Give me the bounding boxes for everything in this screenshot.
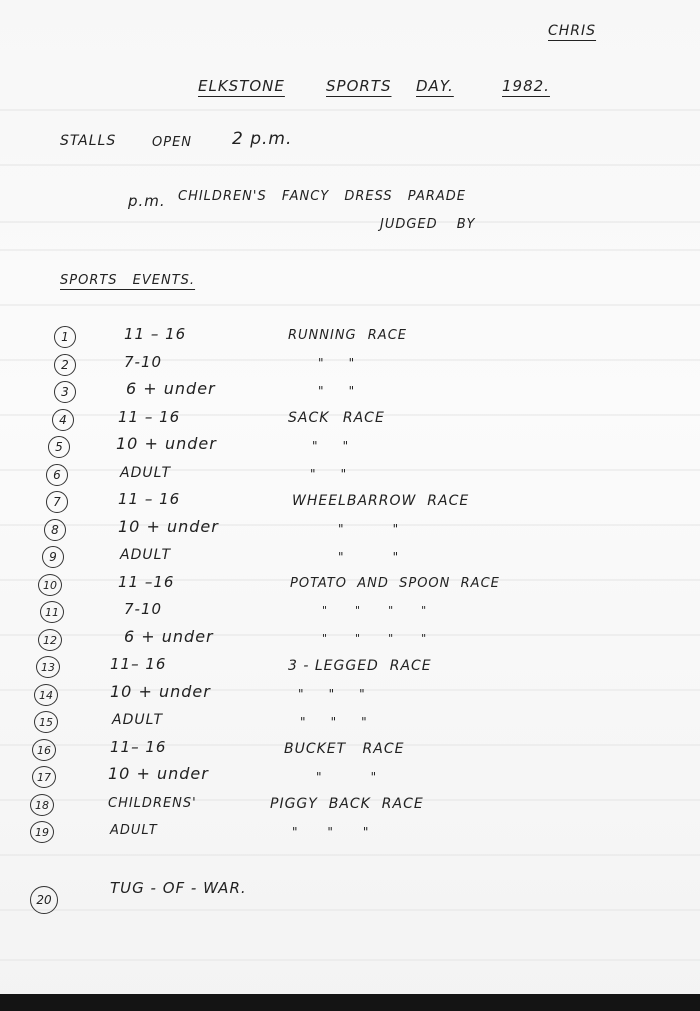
event-age-group: 10 + under (110, 682, 211, 701)
event-age-group: 11 – 16 (124, 325, 187, 343)
event-race-name: " " (312, 439, 350, 453)
event-race-name: " " " (298, 687, 366, 701)
scan-edge-shadow (0, 994, 700, 1011)
event-race-name: " " (338, 522, 400, 536)
event-number-badge: 13 (36, 656, 60, 678)
event-number-badge: 14 (34, 684, 58, 706)
event-number-badge-final: 20 (30, 886, 58, 914)
corner-name-label: CHRIS (548, 23, 597, 39)
event-number-badge: 17 (32, 766, 56, 788)
event-age-group: ADULT (120, 547, 172, 563)
event-race-name: " " (316, 770, 378, 784)
event-race-name: BUCKET RACE (284, 741, 405, 757)
stalls-label: STALLS (60, 133, 117, 149)
event-number-badge: 7 (46, 491, 68, 513)
sports-events-title: SPORTS EVENTS. (60, 273, 196, 288)
stalls-open-time: 2 p.m. (232, 129, 293, 149)
event-race-name: " " (338, 550, 400, 564)
event-age-group: 6 + under (126, 379, 216, 398)
event-race-name: SACK RACE (288, 410, 385, 426)
event-age-group: 11 – 16 (118, 408, 181, 426)
parade-time: p.m. (128, 192, 166, 210)
event-race-name: " " " " (322, 632, 428, 645)
event-race-name: PIGGY BACK RACE (270, 796, 424, 812)
event-race-name: " " " (300, 715, 368, 729)
event-age-group: 11– 16 (110, 738, 167, 756)
event-number-badge: 15 (34, 711, 58, 733)
event-race-name: " " (318, 384, 356, 398)
event-race-name: WHEELBARROW RACE (292, 493, 470, 509)
event-number-badge: 16 (32, 739, 56, 761)
heading-sports-word: SPORTS (326, 77, 392, 95)
event-number-badge: 4 (52, 409, 74, 431)
heading-year: 1982. (502, 77, 550, 95)
event-race-name: 3 - LEGGED RACE (288, 658, 432, 674)
event-age-group: CHILDRENS' (108, 796, 197, 811)
event-age-group: 7-10 (124, 353, 163, 371)
event-race-name: " " (318, 356, 356, 370)
heading-day-word: DAY. (416, 77, 454, 95)
parade-title: CHILDREN'S FANCY DRESS PARADE (178, 189, 467, 204)
event-race-name: " " " " (322, 604, 428, 617)
event-number-badge: 9 (42, 546, 64, 568)
event-number-badge: 2 (54, 354, 76, 376)
parade-judged-by: JUDGED BY (380, 217, 476, 232)
event-race-name: RUNNING RACE (288, 328, 407, 343)
event-age-group: 11 –16 (118, 573, 175, 591)
event-age-group: 10 + under (108, 764, 209, 783)
event-race-name: POTATO AND SPOON RACE (290, 576, 500, 591)
event-age-group: 6 + under (124, 627, 214, 646)
event-age-group: ADULT (112, 712, 164, 728)
event-number-badge: 1 (54, 326, 76, 348)
event-age-group: 10 + under (116, 434, 217, 453)
event-number-badge: 10 (38, 574, 62, 596)
event-number-badge: 5 (48, 436, 70, 458)
stalls-open-word: OPEN (152, 135, 193, 150)
event-number-badge: 6 (46, 464, 68, 486)
tug-of-war-label: TUG - OF - WAR. (110, 879, 247, 897)
event-number-badge: 19 (30, 821, 54, 843)
event-age-group: 10 + under (118, 517, 219, 536)
event-age-group: 7-10 (124, 600, 163, 618)
event-number-badge: 12 (38, 629, 62, 651)
event-number-badge: 8 (44, 519, 66, 541)
heading-event-name: ELKSTONE (198, 77, 285, 95)
event-age-group: ADULT (110, 823, 158, 838)
event-age-group: 11 – 16 (118, 490, 181, 508)
event-number-badge: 3 (54, 381, 76, 403)
event-number-badge: 11 (40, 601, 64, 623)
event-age-group: 11– 16 (110, 655, 167, 673)
event-race-name: " " " (292, 825, 370, 839)
event-race-name: " " (310, 467, 348, 481)
event-age-group: ADULT (120, 465, 172, 481)
event-number-badge: 18 (30, 794, 54, 816)
